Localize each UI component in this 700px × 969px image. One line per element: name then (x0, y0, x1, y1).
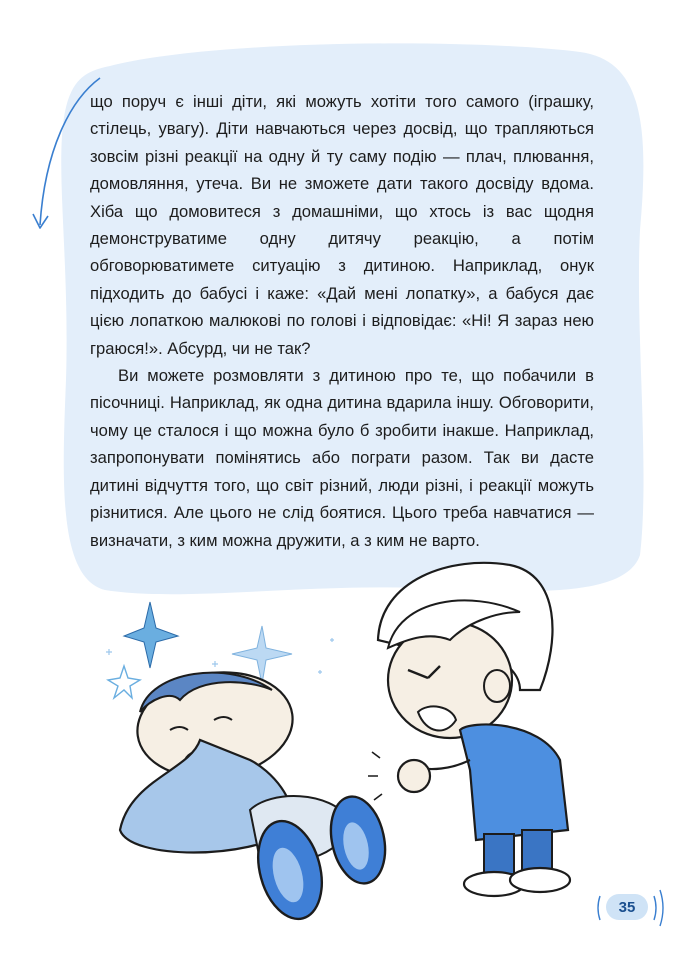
paragraph-2: Ви можете розмовляти з дитиною про те, що побачили в пісочниці. Наприклад, як одна дитина вдарила іншу. Обговорити, чому це сталося і що можна було б зробити інакше. Наприклад, запропонувати помінятись або пограти разом. Так ви дасте дитині відчуття того, що світ різний, люди різні, і реакції можуть різнитися. Але цього не слід боятися. Цього треба навчатися — визначати, з ким можна дружити, а з ким не варто. (90, 366, 594, 550)
star-icon (124, 602, 178, 668)
paragraph-1: що поруч є інші діти, які можуть хотіти того самого (іграшку, стілець, увагу). Діти навчаються через досвід, що трапляються зовсім різні реакції на одну й ту саму подію — плач, плювання, домовляння, утеча. Ви не зможете дати такого досвіду вдома. Хіба що домовитеся з домашніми, що хтось із вас щодня демонструватиме одну дитячу реакцію, а потім обговорюватимете ситуацію з дитиною. Наприклад, онук підходить до бабусі і каже: «Дай мені лопатку», а бабуся дає цією лопаткою малюкові по голові і відповідає: «Ні! Я зараз нею граюся!». Абсурд, чи не так? (90, 92, 594, 358)
sparkle-icon (106, 638, 334, 674)
angry-child (368, 563, 570, 896)
page-number: 35 (606, 894, 648, 920)
crying-child (120, 663, 393, 926)
star-icon (108, 666, 140, 698)
